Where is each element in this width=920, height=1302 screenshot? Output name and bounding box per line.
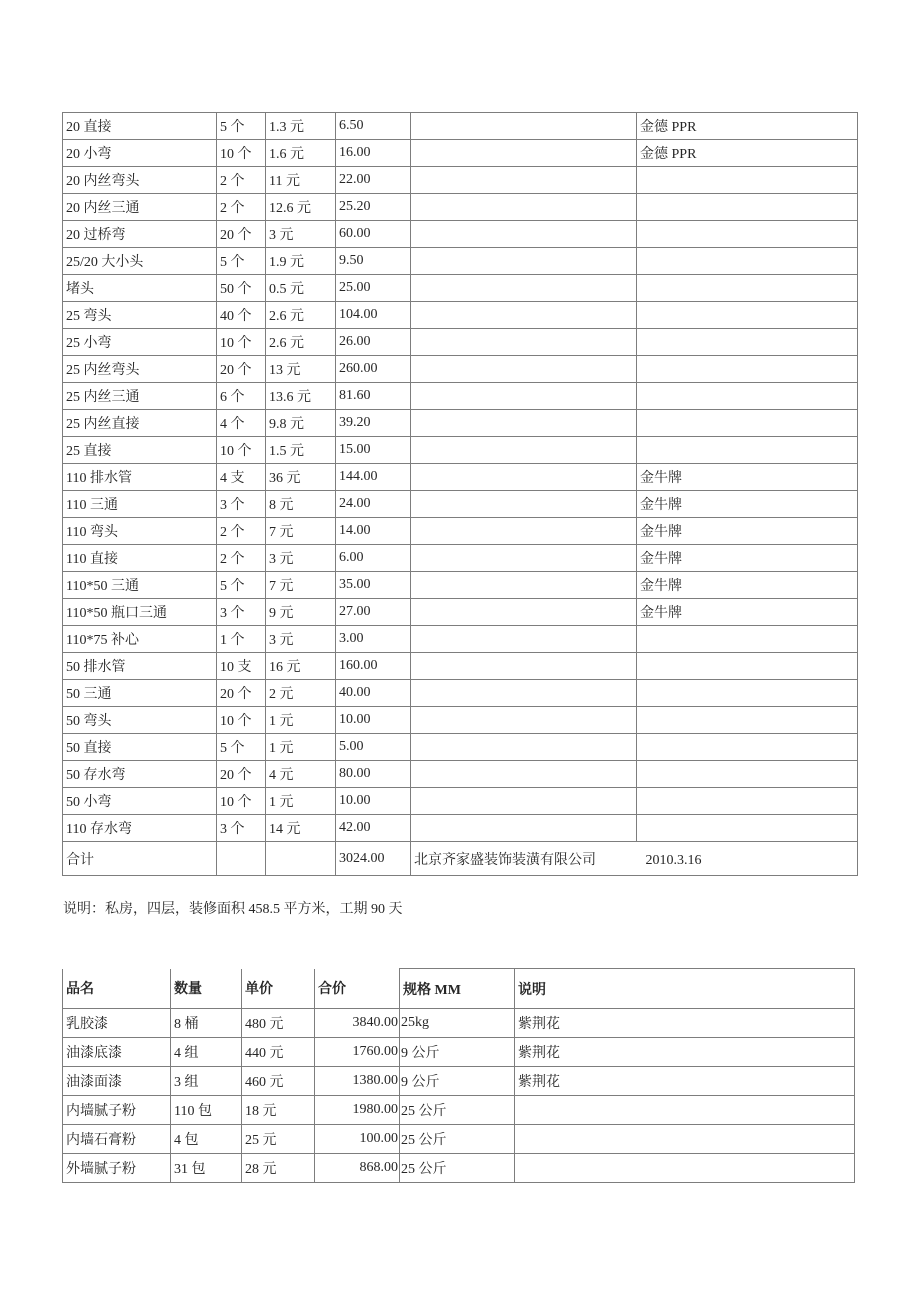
item-name-cell: 25 小弯: [63, 329, 217, 356]
amount-cell: 3840.00: [315, 1009, 400, 1038]
table-row: [63, 1009, 855, 1038]
item-name-cell: 乳胶漆: [63, 1009, 171, 1038]
brand-cell: 金牛牌: [637, 545, 858, 572]
quantity-cell: 4 包: [171, 1125, 242, 1154]
brand-cell: [637, 302, 858, 329]
amount-cell: 39.20: [336, 410, 411, 437]
brand-cell: [637, 707, 858, 734]
unit-price-cell: 13.6 元: [266, 383, 336, 410]
table-row: [63, 140, 858, 167]
spec-cell: [411, 680, 637, 707]
spec-cell: 9 公斤: [400, 1038, 515, 1067]
unit-price-cell: 3 元: [266, 221, 336, 248]
spec-cell: [411, 437, 637, 464]
pipe-fittings-table: [62, 112, 858, 876]
amount-cell: 868.00: [315, 1154, 400, 1183]
item-name-cell: 20 过桥弯: [63, 221, 217, 248]
amount-cell: 1980.00: [315, 1096, 400, 1125]
brand-cell: [637, 167, 858, 194]
unit-price-cell: 16 元: [266, 653, 336, 680]
table-row: [63, 464, 858, 491]
quantity-cell: 40 个: [217, 302, 266, 329]
item-name-cell: 110*50 三通: [63, 572, 217, 599]
total-label-cell: 合计: [63, 842, 217, 876]
amount-cell: 60.00: [336, 221, 411, 248]
amount-cell: 9.50: [336, 248, 411, 275]
unit-price-cell: 1 元: [266, 707, 336, 734]
quantity-cell: 10 个: [217, 140, 266, 167]
company-date-cell: [411, 842, 858, 876]
brand-cell: [637, 761, 858, 788]
amount-cell: 24.00: [336, 491, 411, 518]
amount-cell: 5.00: [336, 734, 411, 761]
brand-cell: [637, 626, 858, 653]
brand-cell: [637, 329, 858, 356]
quantity-cell: 10 支: [217, 653, 266, 680]
spec-cell: [411, 761, 637, 788]
table-row: [63, 275, 858, 302]
amount-cell: 104.00: [336, 302, 411, 329]
item-name-cell: 外墙腻子粉: [63, 1154, 171, 1183]
spec-cell: [411, 491, 637, 518]
brand-cell: [637, 410, 858, 437]
paint-table-rows: [63, 1009, 855, 1183]
item-name-cell: 50 小弯: [63, 788, 217, 815]
table-row: [63, 680, 858, 707]
brand-cell: 金牛牌: [637, 572, 858, 599]
unit-price-cell: 1 元: [266, 788, 336, 815]
brand-cell: 金牛牌: [637, 518, 858, 545]
amount-cell: 6.50: [336, 113, 411, 140]
amount-cell: 15.00: [336, 437, 411, 464]
unit-price-cell: 460 元: [242, 1067, 315, 1096]
spec-cell: [411, 275, 637, 302]
amount-cell: 81.60: [336, 383, 411, 410]
brand-cell: [637, 437, 858, 464]
brand-cell: [637, 815, 858, 842]
unit-price-cell: 11 元: [266, 167, 336, 194]
spec-cell: [411, 464, 637, 491]
quantity-cell: 10 个: [217, 329, 266, 356]
brand-cell: [637, 734, 858, 761]
item-name-cell: 20 内丝三通: [63, 194, 217, 221]
quantity-cell: 10 个: [217, 788, 266, 815]
table-row: [63, 491, 858, 518]
brand-cell: [637, 653, 858, 680]
note-line: 说明：私房，四层，装修面积 458.5 平方米，工期 90 天: [63, 902, 403, 917]
table-row: [63, 761, 858, 788]
quantity-cell: 5 个: [217, 113, 266, 140]
quantity-cell: 110 包: [171, 1096, 242, 1125]
table-row: [63, 437, 858, 464]
brand-cell: [637, 788, 858, 815]
amount-cell: 35.00: [336, 572, 411, 599]
item-name-cell: 内墙石膏粉: [63, 1125, 171, 1154]
header-amount: 合价: [315, 969, 400, 1009]
item-name-cell: 油漆底漆: [63, 1038, 171, 1067]
spec-cell: 9 公斤: [400, 1067, 515, 1096]
brand-cell: [637, 221, 858, 248]
unit-price-cell: 2.6 元: [266, 329, 336, 356]
quantity-cell: 5 个: [217, 572, 266, 599]
brand-note-cell: 紫荆花: [515, 1067, 855, 1096]
quantity-cell: 3 个: [217, 815, 266, 842]
spec-cell: 25 公斤: [400, 1154, 515, 1183]
spec-cell: [411, 815, 637, 842]
item-name-cell: 25 内丝弯头: [63, 356, 217, 383]
total-row: [63, 842, 858, 876]
unit-price-cell: 440 元: [242, 1038, 315, 1067]
table-row: [63, 329, 858, 356]
spec-cell: [411, 221, 637, 248]
amount-cell: 144.00: [336, 464, 411, 491]
quantity-cell: 10 个: [217, 437, 266, 464]
unit-price-cell: 14 元: [266, 815, 336, 842]
brand-cell: [637, 275, 858, 302]
quantity-cell: 10 个: [217, 707, 266, 734]
quantity-cell: 2 个: [217, 545, 266, 572]
brand-cell: 金德 PPR: [637, 113, 858, 140]
table-row: [63, 626, 858, 653]
empty-unit-price-cell: [266, 842, 336, 876]
unit-price-cell: 1.9 元: [266, 248, 336, 275]
quantity-cell: 31 包: [171, 1154, 242, 1183]
amount-cell: 22.00: [336, 167, 411, 194]
unit-price-cell: 7 元: [266, 518, 336, 545]
brand-note-cell: [515, 1125, 855, 1154]
amount-cell: 260.00: [336, 356, 411, 383]
item-name-cell: 20 直接: [63, 113, 217, 140]
unit-price-cell: 0.5 元: [266, 275, 336, 302]
brand-cell: [637, 356, 858, 383]
unit-price-cell: 13 元: [266, 356, 336, 383]
quantity-cell: 3 组: [171, 1067, 242, 1096]
item-name-cell: 110 直接: [63, 545, 217, 572]
brand-note-cell: 紫荆花: [515, 1038, 855, 1067]
company-name: 北京齐家盛装饰装潢有限公司: [414, 852, 596, 868]
amount-cell: 80.00: [336, 761, 411, 788]
spec-cell: [411, 653, 637, 680]
spec-cell: [411, 734, 637, 761]
item-name-cell: 110 三通: [63, 491, 217, 518]
spec-cell: [411, 788, 637, 815]
item-name-cell: 50 排水管: [63, 653, 217, 680]
unit-price-cell: 2 元: [266, 680, 336, 707]
table-row: [63, 410, 858, 437]
brand-cell: 金牛牌: [637, 491, 858, 518]
table-row: [63, 167, 858, 194]
brand-cell: [637, 680, 858, 707]
item-name-cell: 110 存水弯: [63, 815, 217, 842]
quantity-cell: 4 个: [217, 410, 266, 437]
spec-cell: [411, 572, 637, 599]
item-name-cell: 20 内丝弯头: [63, 167, 217, 194]
unit-price-cell: 1.6 元: [266, 140, 336, 167]
unit-price-cell: 8 元: [266, 491, 336, 518]
header-item-name: 品名: [63, 969, 171, 1009]
unit-price-cell: 480 元: [242, 1009, 315, 1038]
table-row: [63, 1038, 855, 1067]
spec-cell: [411, 626, 637, 653]
brand-cell: 金牛牌: [637, 599, 858, 626]
table-row: [63, 248, 858, 275]
table-row: [63, 734, 858, 761]
item-name-cell: 50 三通: [63, 680, 217, 707]
brand-cell: 金德 PPR: [637, 140, 858, 167]
brand-cell: 金牛牌: [637, 464, 858, 491]
table-row: [63, 1154, 855, 1183]
amount-cell: 3.00: [336, 626, 411, 653]
brand-note-cell: [515, 1154, 855, 1183]
brand-cell: [637, 383, 858, 410]
unit-price-cell: 1.3 元: [266, 113, 336, 140]
item-name-cell: 油漆面漆: [63, 1067, 171, 1096]
quantity-cell: 2 个: [217, 518, 266, 545]
spec-cell: [411, 248, 637, 275]
empty-quantity-cell: [217, 842, 266, 876]
table-row: [63, 518, 858, 545]
item-name-cell: 25/20 大小头: [63, 248, 217, 275]
quantity-cell: 8 桶: [171, 1009, 242, 1038]
header-note: 说明: [515, 969, 855, 1009]
amount-cell: 16.00: [336, 140, 411, 167]
unit-price-cell: 7 元: [266, 572, 336, 599]
unit-price-cell: 3 元: [266, 626, 336, 653]
amount-cell: 27.00: [336, 599, 411, 626]
unit-price-cell: 9.8 元: [266, 410, 336, 437]
table-row: [63, 221, 858, 248]
pipe-fittings-total: [63, 842, 858, 876]
item-name-cell: 20 小弯: [63, 140, 217, 167]
unit-price-cell: 4 元: [266, 761, 336, 788]
amount-cell: 160.00: [336, 653, 411, 680]
spec-cell: [411, 356, 637, 383]
amount-cell: 1380.00: [315, 1067, 400, 1096]
header-row: [63, 969, 855, 1009]
date-label: 2010.3.16: [645, 852, 702, 868]
header-quantity: 数量: [171, 969, 242, 1009]
item-name-cell: 50 弯头: [63, 707, 217, 734]
item-name-cell: 堵头: [63, 275, 217, 302]
header-spec: 规格 MM: [400, 969, 515, 1009]
item-name-cell: 110*50 瓶口三通: [63, 599, 217, 626]
item-name-cell: 50 直接: [63, 734, 217, 761]
quantity-cell: 5 个: [217, 248, 266, 275]
brand-cell: [637, 194, 858, 221]
quantity-cell: 1 个: [217, 626, 266, 653]
quantity-cell: 2 个: [217, 167, 266, 194]
amount-cell: 42.00: [336, 815, 411, 842]
amount-cell: 100.00: [315, 1125, 400, 1154]
amount-cell: 10.00: [336, 707, 411, 734]
item-name-cell: 25 内丝三通: [63, 383, 217, 410]
item-name-cell: 110 排水管: [63, 464, 217, 491]
table-row: [63, 113, 858, 140]
brand-note-cell: [515, 1096, 855, 1125]
unit-price-cell: 18 元: [242, 1096, 315, 1125]
spec-cell: [411, 410, 637, 437]
amount-cell: 26.00: [336, 329, 411, 356]
item-name-cell: 内墙腻子粉: [63, 1096, 171, 1125]
table-row: [63, 545, 858, 572]
quantity-cell: 2 个: [217, 194, 266, 221]
table-row: [63, 572, 858, 599]
spec-cell: 25 公斤: [400, 1096, 515, 1125]
item-name-cell: 110 弯头: [63, 518, 217, 545]
quantity-cell: 3 个: [217, 599, 266, 626]
amount-cell: 1760.00: [315, 1038, 400, 1067]
spec-cell: [411, 113, 637, 140]
table-row: [63, 788, 858, 815]
brand-cell: [637, 248, 858, 275]
spec-cell: [411, 329, 637, 356]
table-row: [63, 815, 858, 842]
paint-materials-table: [62, 968, 855, 1183]
quantity-cell: 6 个: [217, 383, 266, 410]
quantity-cell: 20 个: [217, 356, 266, 383]
table-row: [63, 1096, 855, 1125]
quantity-cell: 20 个: [217, 761, 266, 788]
spec-cell: [411, 194, 637, 221]
spec-cell: [411, 302, 637, 329]
item-name-cell: 50 存水弯: [63, 761, 217, 788]
spec-cell: [411, 545, 637, 572]
unit-price-cell: 12.6 元: [266, 194, 336, 221]
table-row: [63, 707, 858, 734]
item-name-cell: 25 内丝直接: [63, 410, 217, 437]
quantity-cell: 3 个: [217, 491, 266, 518]
total-amount-cell: 3024.00: [336, 842, 411, 876]
unit-price-cell: 9 元: [266, 599, 336, 626]
unit-price-cell: 36 元: [266, 464, 336, 491]
spec-cell: [411, 599, 637, 626]
unit-price-cell: 2.6 元: [266, 302, 336, 329]
unit-price-cell: 3 元: [266, 545, 336, 572]
amount-cell: 40.00: [336, 680, 411, 707]
spec-cell: [411, 167, 637, 194]
table-row: [63, 1125, 855, 1154]
unit-price-cell: 25 元: [242, 1125, 315, 1154]
table-row: [63, 1067, 855, 1096]
quantity-cell: 20 个: [217, 680, 266, 707]
quantity-cell: 5 个: [217, 734, 266, 761]
table-row: [63, 302, 858, 329]
item-name-cell: 25 弯头: [63, 302, 217, 329]
quantity-cell: 20 个: [217, 221, 266, 248]
unit-price-cell: 1.5 元: [266, 437, 336, 464]
table-row: [63, 599, 858, 626]
amount-cell: 6.00: [336, 545, 411, 572]
spec-cell: [411, 140, 637, 167]
item-name-cell: 25 直接: [63, 437, 217, 464]
amount-cell: 25.00: [336, 275, 411, 302]
amount-cell: 14.00: [336, 518, 411, 545]
header-unit-price: 单价: [242, 969, 315, 1009]
quantity-cell: 4 支: [217, 464, 266, 491]
table-row: [63, 356, 858, 383]
table-row: [63, 653, 858, 680]
amount-cell: 25.20: [336, 194, 411, 221]
table-row: [63, 383, 858, 410]
quantity-cell: 50 个: [217, 275, 266, 302]
spec-cell: [411, 383, 637, 410]
spec-cell: 25 公斤: [400, 1125, 515, 1154]
paint-table-header: [63, 969, 855, 1009]
spec-cell: 25kg: [400, 1009, 515, 1038]
spec-cell: [411, 707, 637, 734]
table-row: [63, 194, 858, 221]
unit-price-cell: 1 元: [266, 734, 336, 761]
pipe-fittings-rows: [63, 113, 858, 842]
spec-cell: [411, 518, 637, 545]
item-name-cell: 110*75 补心: [63, 626, 217, 653]
unit-price-cell: 28 元: [242, 1154, 315, 1183]
amount-cell: 10.00: [336, 788, 411, 815]
brand-note-cell: 紫荆花: [515, 1009, 855, 1038]
quantity-cell: 4 组: [171, 1038, 242, 1067]
